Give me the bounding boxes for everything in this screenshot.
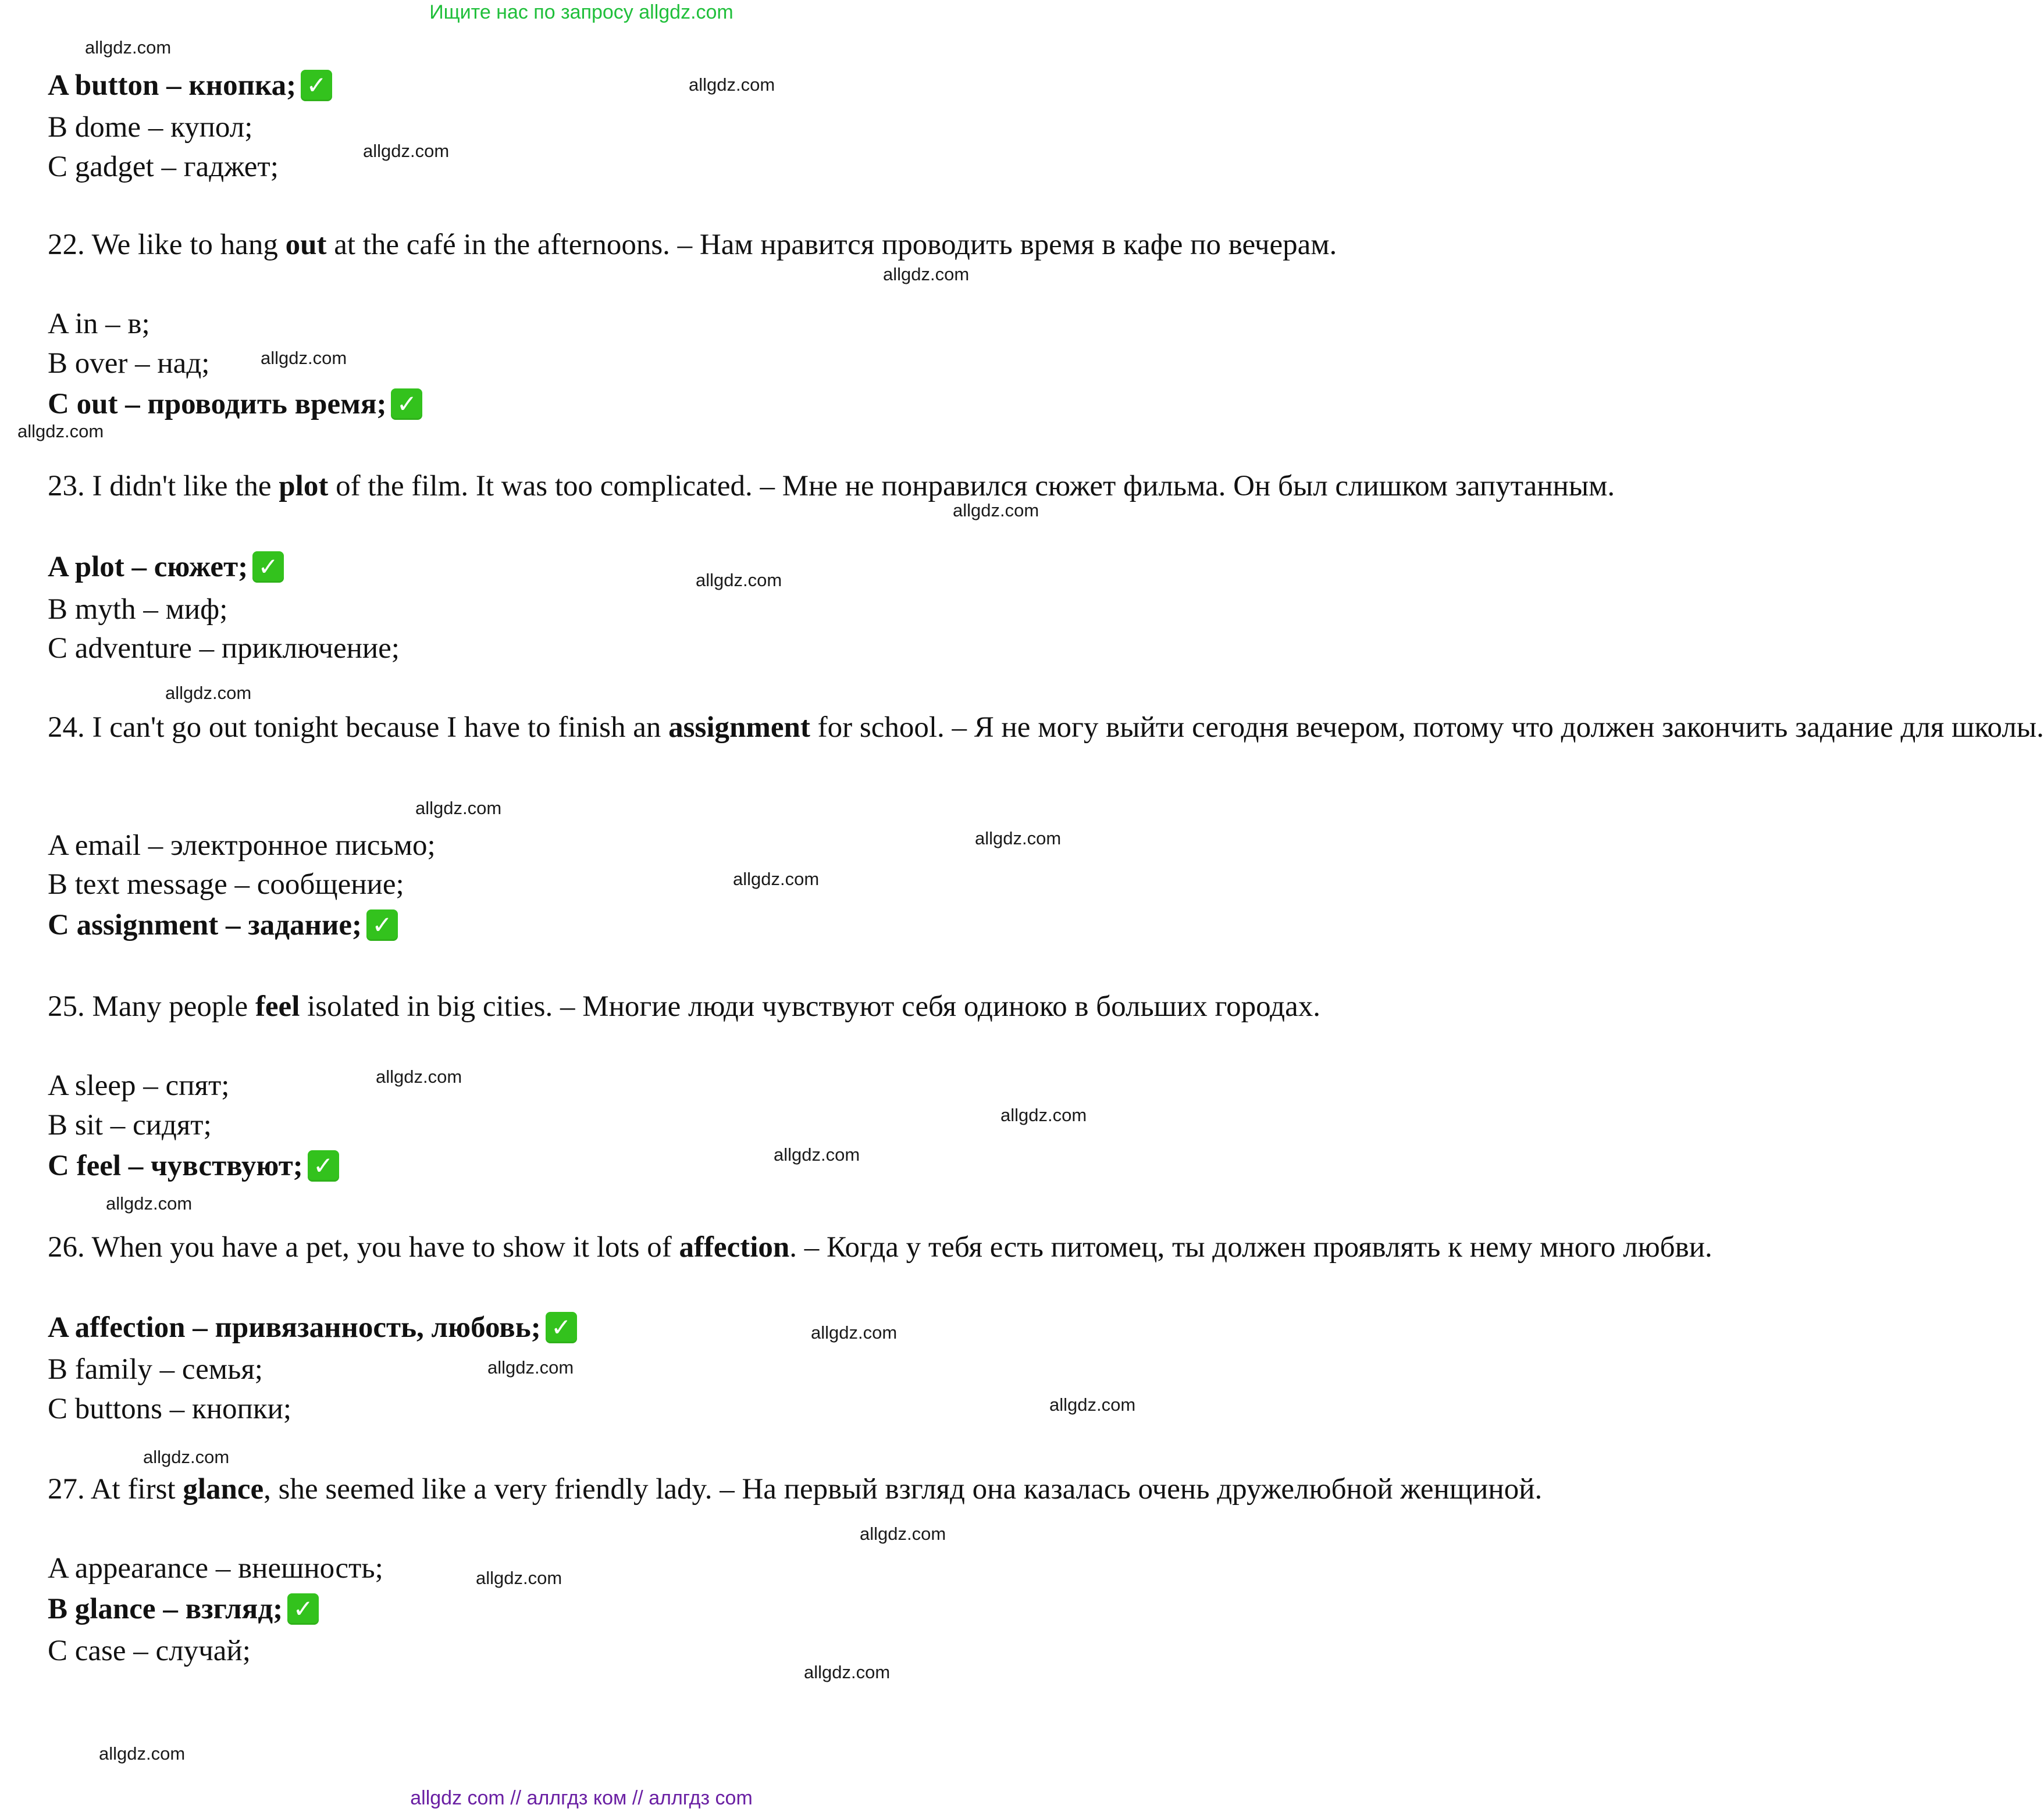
watermark: allgdz.com [99,1743,186,1764]
q26-option-b: B family – семья; [48,1353,263,1386]
top-banner: Ищите нас по запросу allgdz.com [429,1,733,23]
q26-question: 26. When you have a pet, you have to show it lots of affection. – Когда у тебя есть питомец, ты должен проявлять к нему много любви. [48,1231,1712,1264]
q21-option-c: C gadget – гаджет; [48,151,279,183]
watermark: allgdz.com [1049,1394,1136,1415]
q23-keyword: plot [279,470,329,502]
q23-option-a [48,548,284,586]
watermark: allgdz.com [376,1066,462,1087]
watermark: allgdz.com [261,348,347,368]
q26-keyword: affection [679,1231,790,1264]
watermark: allgdz.com [733,869,820,889]
watermark: allgdz.com [476,1568,562,1588]
watermark: allgdz.com [106,1193,193,1214]
check-mark-icon: ✓ [287,1593,319,1625]
watermark: allgdz.com [487,1357,574,1378]
footer: allgdz com // аллгдз ком // аллгдз com [410,1787,753,1809]
q27-option-b [48,1590,319,1628]
q21-option-a [48,66,332,105]
watermark: allgdz.com [953,500,1039,520]
q25-option-a: A sleep – спят; [48,1069,230,1102]
q23-option-b: B myth – миф; [48,593,228,626]
watermark: allgdz.com [975,828,1062,848]
check-mark-icon: ✓ [308,1150,339,1182]
q22-question: 22. We like to hang out at the café in the afternoons. – Нам нравится проводить время в кафе по вечерам. [48,229,1337,261]
watermark: allgdz.com [804,1662,891,1682]
watermark: allgdz.com [165,683,252,703]
q24-option-c-text: C assignment – задание; [48,909,362,941]
q23-option-c: C adventure – приключение; [48,632,400,665]
watermark: allgdz.com [811,1322,898,1343]
q22-option-c-text: C out – проводить время; [48,388,387,420]
q25-question: 25. Many people feel isolated in big cities. – Многие люди чувствуют себя одиноко в больших городах. [48,990,1320,1023]
check-mark-icon: ✓ [301,70,332,101]
watermark: allgdz.com [689,74,775,95]
q27-option-b-text: B glance – взгляд; [48,1593,283,1625]
q21-option-a-text: A button – кнопка; [48,69,297,102]
q21-option-b: B dome – купол; [48,111,253,144]
check-mark-icon: ✓ [391,388,422,420]
watermark: allgdz.com [696,570,782,590]
q24-question: 24. I can't go out tonight because I have to finish an assignment for school. – Я не могу выйти сегодня вечером, потому что должен закончить задание для школы. [48,711,2044,744]
q25-option-c [48,1147,339,1185]
watermark: allgdz.com [860,1524,946,1544]
check-mark-icon: ✓ [252,551,284,583]
q23-question: 23. I didn't like the plot of the film. It was too complicated. – Мне не понравился сюжет фильма. Он был слишком запутанным. [48,470,1615,502]
q22-keyword: out [285,229,327,261]
watermark: allgdz.com [774,1144,860,1165]
q27-keyword: glance [183,1473,264,1506]
q24-option-b: B text message – сообщение; [48,868,404,901]
watermark: allgdz.com [415,798,502,818]
q22-option-b: B over – над; [48,347,210,380]
q26-option-c: C buttons – кнопки; [48,1393,292,1425]
q27-option-c: C case – случай; [48,1635,251,1667]
watermark: allgdz.com [1000,1105,1087,1125]
watermark: allgdz.com [143,1447,230,1467]
q24-option-a: A email – электронное письмо; [48,829,436,862]
q24-keyword: assignment [668,711,810,744]
watermark: allgdz.com [17,421,104,441]
q23-option-a-text: A plot – сюжет; [48,551,248,583]
q22-option-c [48,385,422,423]
q27-question: 27. At first glance, she seemed like a very friendly lady. – На первый взгляд она казалась очень дружелюбной женщиной. [48,1473,1543,1506]
watermark: allgdz.com [363,141,450,161]
watermark: allgdz.com [85,37,172,58]
q26-option-a [48,1308,577,1347]
q24-option-c [48,906,398,944]
q22-option-a: A in – в; [48,308,150,340]
q26-option-a-text: A affection – привязанность, любовь; [48,1311,541,1344]
watermark: allgdz.com [883,264,970,284]
check-mark-icon: ✓ [366,909,398,941]
check-mark-icon: ✓ [546,1312,577,1343]
q27-option-a: A appearance – внешность; [48,1552,383,1585]
q25-option-b: B sit – сидят; [48,1109,212,1142]
q25-option-c-text: C feel – чувствуют; [48,1150,303,1182]
q25-keyword: feel [255,990,300,1023]
